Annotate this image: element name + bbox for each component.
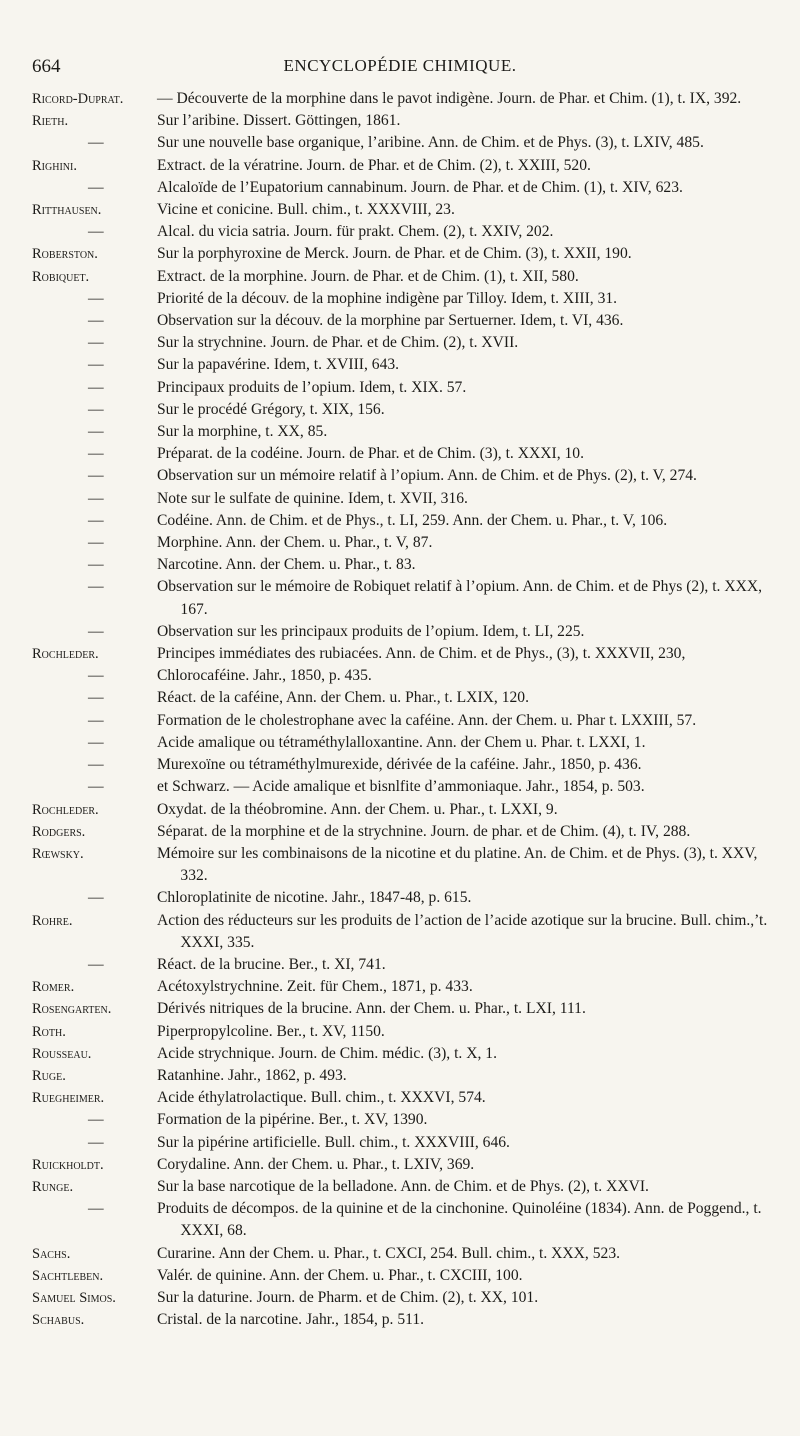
bibliography-entry	[32, 998, 772, 1020]
entry-reference: Sur l’aribine. Dissert. Göttingen, 1861.	[157, 112, 401, 130]
ditto-dash: —	[88, 1133, 104, 1151]
entry-author: Ricord-Duprat.	[32, 91, 124, 107]
entry-reference: Sur la papavérine. Idem, t. XVIII, 643.	[157, 356, 400, 374]
bibliography-entry	[32, 1087, 772, 1109]
bibliography-entry	[32, 177, 772, 199]
entry-author: Roth.	[32, 1023, 66, 1040]
entry-reference: Extract. de la vératrine. Journ. de Phar. et de Chim. (2), t. XXIII, 520.	[157, 156, 591, 174]
entry-author: Runge.	[32, 1178, 74, 1195]
ditto-dash: —	[88, 622, 104, 640]
entry-author: Roberston.	[32, 246, 98, 263]
bibliography-entry	[32, 954, 772, 976]
entry-author: Righini.	[32, 157, 77, 174]
ditto-dash: —	[88, 423, 104, 441]
entry-reference: Sur le procédé Grégory, t. XIX, 156.	[157, 400, 385, 418]
entry-reference: Observation sur la découv. de la morphine par Sertuerner. Idem, t. VI, 436.	[157, 312, 624, 330]
entry-reference: Note sur le sulfate de quinine. Idem, t. XVII, 316.	[157, 489, 468, 507]
ditto-dash: —	[88, 445, 104, 463]
ditto-dash: —	[88, 134, 104, 152]
bibliography-entry	[32, 532, 772, 554]
entry-reference: Réact. de la caféine, Ann. der Chem. u. Phar., t. LXIX, 120.	[157, 689, 529, 707]
entry-reference: Acide strychnique. Journ. de Chim. médic. (3), t. X, 1.	[157, 1044, 497, 1062]
bibliography-entry	[32, 732, 772, 754]
bibliography-entry	[32, 1132, 772, 1154]
ditto-dash: —	[88, 889, 104, 907]
ditto-dash: —	[88, 356, 104, 374]
ditto-dash: —	[88, 667, 104, 685]
entry-author: Rosengarten.	[32, 1001, 112, 1018]
ditto-dash: —	[88, 489, 104, 507]
entry-reference: Produits de décompos. de la quinine et de la cinchonine. Quinoléine (1834). Ann. de Poggend., t. XXXI, 68.	[157, 1200, 762, 1240]
bibliography-entry	[32, 799, 772, 821]
page-number: 664	[32, 56, 61, 77]
bibliography-entry	[32, 488, 772, 510]
bibliography-entry	[32, 1309, 772, 1331]
entry-reference: Codéine. Ann. de Chim. et de Phys., t. LI, 259. Ann. der Chem. u. Phar., t. V, 106.	[157, 511, 668, 529]
ditto-dash: —	[88, 534, 104, 552]
bibliography-entry	[32, 443, 772, 465]
bibliography-entry	[32, 754, 772, 776]
bibliography-entry	[32, 643, 772, 665]
entry-reference: Sur la base narcotique de la belladone. Ann. de Chim. et de Phys. (2), t. XXVI.	[157, 1177, 649, 1195]
ditto-dash: —	[88, 756, 104, 774]
bibliography-entry	[32, 976, 772, 998]
entry-reference: Ratanhine. Jahr., 1862, p. 493.	[157, 1066, 347, 1084]
entry-reference: Morphine. Ann. der Chem. u. Phar., t. V, 87.	[157, 534, 433, 552]
entry-reference: Vicine et conicine. Bull. chim., t. XXXVIII, 23.	[157, 201, 455, 219]
entry-reference: Curarine. Ann der Chem. u. Phar., t. CXCI, 254. Bull. chim., t. XXX, 523.	[157, 1244, 621, 1262]
entry-author: Rohre.	[32, 912, 73, 929]
bibliography-entry	[32, 1065, 772, 1087]
entry-reference: Préparat. de la codéine. Journ. de Phar. et de Chim. (3), t. XXXI, 10.	[157, 445, 584, 463]
entry-reference: Sur une nouvelle base organique, l’aribine. Ann. de Chim. et de Phys. (3), t. LXIV, 485.	[157, 134, 704, 152]
entry-reference: Formation de la pipérine. Ber., t. XV, 1390.	[157, 1111, 428, 1129]
bibliography-entry	[32, 465, 772, 487]
bibliography-entry	[32, 1043, 772, 1065]
entry-author: Schabus.	[32, 1312, 85, 1329]
entry-author: Ruge.	[32, 1067, 66, 1084]
entry-reference: Observation sur les principaux produits de l’opium. Idem, t. LI, 225.	[157, 622, 585, 640]
entry-reference: Sur la morphine, t. XX, 85.	[157, 423, 328, 441]
bibliography-entry	[32, 510, 772, 532]
bibliography-entry	[32, 1243, 772, 1265]
entry-reference: Sur la daturine. Journ. de Pharm. et de Chim. (2), t. XX, 101.	[157, 1288, 539, 1306]
ditto-dash: —	[88, 223, 104, 241]
ditto-dash: —	[88, 689, 104, 707]
bibliography-entry	[32, 1176, 772, 1198]
entry-author: Rœwsky.	[32, 845, 84, 862]
entry-reference: Chlorocaféine. Jahr., 1850, p. 435.	[157, 667, 372, 685]
bibliography-entry	[32, 576, 772, 620]
entry-author: Rodgers.	[32, 823, 86, 840]
bibliography-entry	[32, 110, 772, 132]
entry-reference: Sur la strychnine. Journ. de Phar. et de Chim. (2), t. XVII.	[157, 334, 519, 352]
entry-author: Romer.	[32, 979, 75, 996]
entry-reference: Mémoire sur les combinaisons de la nicotine et du platine. An. de Chim. et de Phys. (3), t. XXV, 332.	[157, 844, 758, 885]
bibliography-entry	[32, 199, 772, 221]
entry-author: Sachtleben.	[32, 1267, 104, 1284]
entry-reference: Cristal. de la narcotine. Jahr., 1854, p. 511.	[157, 1311, 425, 1329]
entry-reference: Corydaline. Ann. der Chem. u. Phar., t. LXIV, 369.	[157, 1155, 475, 1173]
bibliography-entry	[32, 843, 772, 887]
entry-author: Rochleder.	[32, 801, 99, 818]
bibliography-entry	[32, 421, 772, 443]
entry-reference: Dérivés nitriques de la brucine. Ann. der Chem. u. Phar., t. LXI, 111.	[157, 1000, 586, 1018]
entry-reference: Narcotine. Ann. der Chem. u. Phar., t. 83.	[157, 556, 416, 574]
entry-author: Ruegheimer.	[32, 1090, 105, 1107]
bibliography-entry	[32, 554, 772, 576]
ditto-dash: —	[88, 467, 104, 485]
entry-reference: Extract. de la morphine. Journ. de Phar. et de Chim. (1), t. XII, 580.	[157, 267, 579, 285]
entry-reference: Chloroplatinite de nicotine. Jahr., 1847-48, p. 615.	[157, 889, 472, 907]
running-title: ENCYCLOPÉDIE CHIMIQUE.	[283, 56, 517, 75]
bibliography-entry	[32, 821, 772, 843]
bibliography-entry	[32, 687, 772, 709]
entry-reference: Principaux produits de l’opium. Idem, t. XIX. 57.	[157, 378, 467, 396]
entry-reference: Acide éthylatrolactique. Bull. chim., t. XXXVI, 574.	[157, 1089, 486, 1107]
bibliography-entry	[32, 1109, 772, 1131]
entry-reference: Acétoxylstrychnine. Zeit. für Chem., 1871, p. 433.	[157, 978, 473, 996]
entry-reference: Sur la pipérine artificielle. Bull. chim., t. XXXVIII, 646.	[157, 1133, 510, 1151]
page-header	[32, 56, 768, 80]
entry-author: Ritthausen.	[32, 202, 102, 219]
entry-reference: et Schwarz. — Acide amalique et bisnlfite d’ammoniaque. Jahr., 1854, p. 503.	[157, 778, 645, 796]
bibliography-list	[32, 88, 772, 1331]
bibliography-entry	[32, 332, 772, 354]
ditto-dash: —	[88, 312, 104, 330]
entry-author: Sachs.	[32, 1245, 71, 1262]
bibliography-entry	[32, 887, 772, 909]
bibliography-entry	[32, 132, 772, 154]
entry-author: Rochleder.	[32, 646, 99, 663]
ditto-dash: —	[88, 334, 104, 352]
entry-reference: — Découverte de la morphine dans le pavot indigène. Journ. de Phar. et Chim. (1), t. IX, 392.	[157, 90, 742, 107]
entry-author: Ruickholdt.	[32, 1156, 104, 1173]
bibliography-entry	[32, 354, 772, 376]
entry-author: Rousseau.	[32, 1045, 92, 1062]
bibliography-entry	[32, 1265, 772, 1287]
ditto-dash: —	[88, 556, 104, 574]
entry-reference: Réact. de la brucine. Ber., t. XI, 741.	[157, 955, 386, 973]
bibliography-entry	[32, 1287, 772, 1309]
entry-author: Samuel Simos.	[32, 1289, 116, 1306]
bibliography-entry	[32, 710, 772, 732]
bibliography-entry	[32, 310, 772, 332]
entry-reference: Murexoïne ou tétraméthylmurexide, dérivée de la caféine. Jahr., 1850, p. 436.	[157, 756, 642, 774]
entry-reference: Séparat. de la morphine et de la strychnine. Journ. de phar. et de Chim. (4), t. IV, 288.	[157, 822, 691, 840]
bibliography-entry	[32, 1198, 772, 1242]
bibliography-entry	[32, 776, 772, 798]
entry-reference: Sur la porphyroxine de Merck. Journ. de Phar. et de Chim. (3), t. XXII, 190.	[157, 245, 632, 263]
ditto-dash: —	[88, 1111, 104, 1129]
bibliography-entry	[32, 665, 772, 687]
entry-author: Rieth.	[32, 113, 69, 130]
bibliography-entry	[32, 399, 772, 421]
ditto-dash: —	[88, 955, 104, 973]
ditto-dash: —	[88, 711, 104, 729]
entry-author: Robiquet.	[32, 268, 90, 285]
entry-reference: Valér. de quinine. Ann. der Chem. u. Phar., t. CXCIII, 100.	[157, 1266, 523, 1284]
ditto-dash: —	[88, 511, 104, 529]
entry-reference: Action des réducteurs sur les produits de l’action de l’acide azotique sur la brucine. Bull. chim.,’t. XXXI, 335.	[157, 911, 768, 951]
ditto-dash: —	[88, 289, 104, 307]
entry-reference: Observation sur le mémoire de Robiquet relatif à l’opium. Ann. de Chim. et de Phys (2), t. XXX, 167.	[157, 578, 763, 618]
ditto-dash: —	[88, 578, 104, 596]
entry-reference: Piperpropylcoline. Ber., t. XV, 1150.	[157, 1022, 385, 1040]
entry-reference: Formation de le cholestrophane avec la caféine. Ann. der Chem. u. Phar t. LXXIII, 57.	[157, 711, 697, 729]
ditto-dash: —	[88, 378, 104, 396]
entry-reference: Alcal. du vicia satria. Journ. für prakt. Chem. (2), t. XXIV, 202.	[157, 223, 554, 241]
ditto-dash: —	[88, 400, 104, 418]
bibliography-entry	[32, 910, 772, 954]
entry-reference: Priorité de la découv. de la mophine indigène par Tilloy. Idem, t. XIII, 31.	[157, 289, 618, 307]
bibliography-entry	[32, 266, 772, 288]
entry-reference: Acide amalique ou tétraméthylalloxantine. Ann. der Chem u. Phar. t. LXXI, 1.	[157, 733, 646, 751]
bibliography-entry	[32, 288, 772, 310]
ditto-dash: —	[88, 178, 104, 196]
bibliography-entry	[32, 221, 772, 243]
bibliography-entry	[32, 621, 772, 643]
ditto-dash: —	[88, 778, 104, 796]
bibliography-entry	[32, 155, 772, 177]
entry-reference: Principes immédiates des rubiacées. Ann. de Chim. et de Phys., (3), t. XXXVII, 230,	[157, 645, 686, 663]
bibliography-entry	[32, 1154, 772, 1176]
bibliography-entry	[32, 88, 772, 110]
entry-reference: Oxydat. de la théobromine. Ann. der Chem. u. Phar., t. LXXI, 9.	[157, 800, 558, 818]
entry-reference: Alcaloïde de l’Eupatorium cannabinum. Journ. de Phar. et de Chim. (1), t. XIV, 623.	[157, 178, 683, 196]
entry-reference: Observation sur un mémoire relatif à l’opium. Ann. de Chim. et de Phys. (2), t. V, 274.	[157, 467, 697, 485]
bibliography-entry	[32, 243, 772, 265]
ditto-dash: —	[88, 1200, 104, 1218]
bibliography-entry	[32, 377, 772, 399]
bibliography-entry	[32, 1021, 772, 1043]
ditto-dash: —	[88, 733, 104, 751]
